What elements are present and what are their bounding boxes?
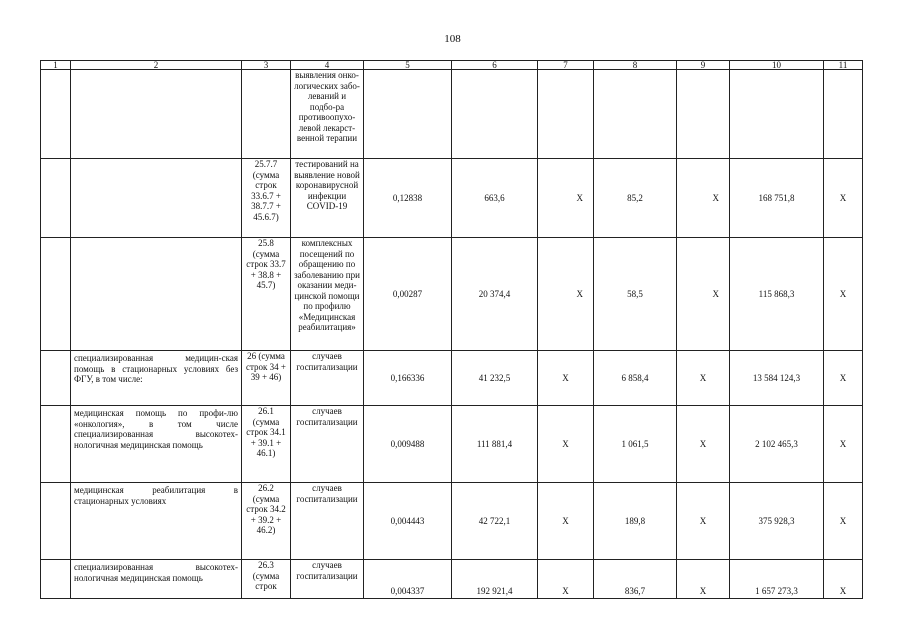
cell-col6: 663,6 <box>452 159 538 238</box>
cell-col6: 111 881,4 <box>452 406 538 483</box>
header-cell: 6 <box>452 61 538 70</box>
cell-col6: 192 921,4 <box>452 560 538 599</box>
page-number: 108 <box>444 33 461 45</box>
cell-description: специализированная медицин-ская помощь в стационарных условиях без ФГУ, в том числе: <box>71 351 242 406</box>
cell-row-code: 26.3 (сумма строк <box>242 560 291 599</box>
cell-unit: тестирований на выявление новой коронавирусной инфекции COVID-19 <box>291 159 364 238</box>
cell-row-code: 26 (сумма строк 34 + 39 + 46) <box>242 351 291 406</box>
cell-description <box>71 70 242 159</box>
cell-col11: X <box>824 483 863 560</box>
cell-unit: случаев госпитализации <box>291 406 364 483</box>
cell-col5: 0,004337 <box>364 560 452 599</box>
cell-description <box>71 238 242 351</box>
cell-col11: X <box>824 159 863 238</box>
table-row <box>41 238 863 351</box>
cell-row-code: 25.7.7 (сумма строк 33.6.7 + 38.7.7 + 45.6.7) <box>242 159 291 238</box>
cell-unit: случаев госпитализации <box>291 351 364 406</box>
cell-col8: 6 858,4 <box>594 351 677 406</box>
cell-section <box>41 483 71 560</box>
cell-col5: 0,12838 <box>364 159 452 238</box>
cell-col9: X <box>677 406 730 483</box>
cell-col9: X <box>677 560 730 599</box>
table-row <box>41 70 863 159</box>
cell-col8: 836,7 <box>594 560 677 599</box>
cell-col8: 1 061,5 <box>594 406 677 483</box>
cell-col11: X <box>824 560 863 599</box>
cell-unit: комплексных посещений по обращению по заболеванию при оказании меди-цинской помощи по профилю «Медицинская реабилитация» <box>291 238 364 351</box>
cell-col11: X <box>824 351 863 406</box>
cell-description: медицинская реабилитация в стационарных условиях <box>71 483 242 560</box>
cell-col9: X <box>677 159 730 238</box>
cell-col5: 0,00287 <box>364 238 452 351</box>
table-row <box>41 159 863 238</box>
cell-col5: 0,166336 <box>364 351 452 406</box>
cell-col5 <box>364 70 452 159</box>
cell-section <box>41 406 71 483</box>
cell-col10: 375 928,3 <box>730 483 824 560</box>
cell-row-code: 26.2 (сумма строк 34.2 + 39.2 + 46.2) <box>242 483 291 560</box>
cell-col11: X <box>824 238 863 351</box>
header-cell: 2 <box>71 61 242 70</box>
cell-col6: 20 374,4 <box>452 238 538 351</box>
cell-row-code: 25.8 (сумма строк 33.7 + 38.8 + 45.7) <box>242 238 291 351</box>
cell-unit: случаев госпитализации <box>291 483 364 560</box>
header-cell: 8 <box>594 61 677 70</box>
cell-col7 <box>538 70 594 159</box>
cell-col7: X <box>538 238 594 351</box>
header-cell: 9 <box>677 61 730 70</box>
header-cell: 3 <box>242 61 291 70</box>
cell-col7: X <box>538 560 594 599</box>
cell-col7: X <box>538 406 594 483</box>
header-cell: 4 <box>291 61 364 70</box>
cell-col6 <box>452 70 538 159</box>
cell-row-code <box>242 70 291 159</box>
table-row <box>41 351 863 406</box>
cell-description: медицинская помощь по профи-лю «онкология», в том числе специализированная высокотех-нологичная медицинская помощь <box>71 406 242 483</box>
cell-col6: 42 722,1 <box>452 483 538 560</box>
cell-row-code: 26.1 (сумма строк 34.1 + 39.1 + 46.1) <box>242 406 291 483</box>
cell-col10: 1 657 273,3 <box>730 560 824 599</box>
cell-section <box>41 351 71 406</box>
cell-col10: 13 584 124,3 <box>730 351 824 406</box>
cell-unit: выявления онко-логических забо-леваний и подбо-ра противоопухо-левой лекарст-венной терапии <box>291 70 364 159</box>
cell-col8: 85,2 <box>594 159 677 238</box>
table-row <box>41 483 863 560</box>
table-row <box>41 560 863 599</box>
cell-col7: X <box>538 159 594 238</box>
cell-col7: X <box>538 483 594 560</box>
cell-col10: 115 868,3 <box>730 238 824 351</box>
data-table <box>40 60 863 599</box>
cell-col8: 58,5 <box>594 238 677 351</box>
cell-section <box>41 560 71 599</box>
cell-col6: 41 232,5 <box>452 351 538 406</box>
cell-col8: 189,8 <box>594 483 677 560</box>
cell-unit: случаев госпитализации <box>291 560 364 599</box>
header-cell: 1 <box>41 61 71 70</box>
cell-col5: 0,009488 <box>364 406 452 483</box>
cell-col10 <box>730 70 824 159</box>
header-cell: 11 <box>824 61 863 70</box>
cell-description: специализированная высокотех-нологичная медицинская помощь <box>71 560 242 599</box>
cell-col5: 0,004443 <box>364 483 452 560</box>
cell-col9: X <box>677 351 730 406</box>
header-cell: 7 <box>538 61 594 70</box>
cell-section <box>41 70 71 159</box>
cell-col7: X <box>538 351 594 406</box>
cell-col10: 168 751,8 <box>730 159 824 238</box>
cell-col10: 2 102 465,3 <box>730 406 824 483</box>
cell-col9: X <box>677 238 730 351</box>
header-cell: 5 <box>364 61 452 70</box>
cell-description <box>71 159 242 238</box>
column-number-header <box>41 61 863 70</box>
cell-col9: X <box>677 483 730 560</box>
cell-col11: X <box>824 406 863 483</box>
cell-col11 <box>824 70 863 159</box>
cell-section <box>41 238 71 351</box>
header-cell: 10 <box>730 61 824 70</box>
table-row <box>41 406 863 483</box>
cell-col9 <box>677 70 730 159</box>
cell-col8 <box>594 70 677 159</box>
cell-section <box>41 159 71 238</box>
